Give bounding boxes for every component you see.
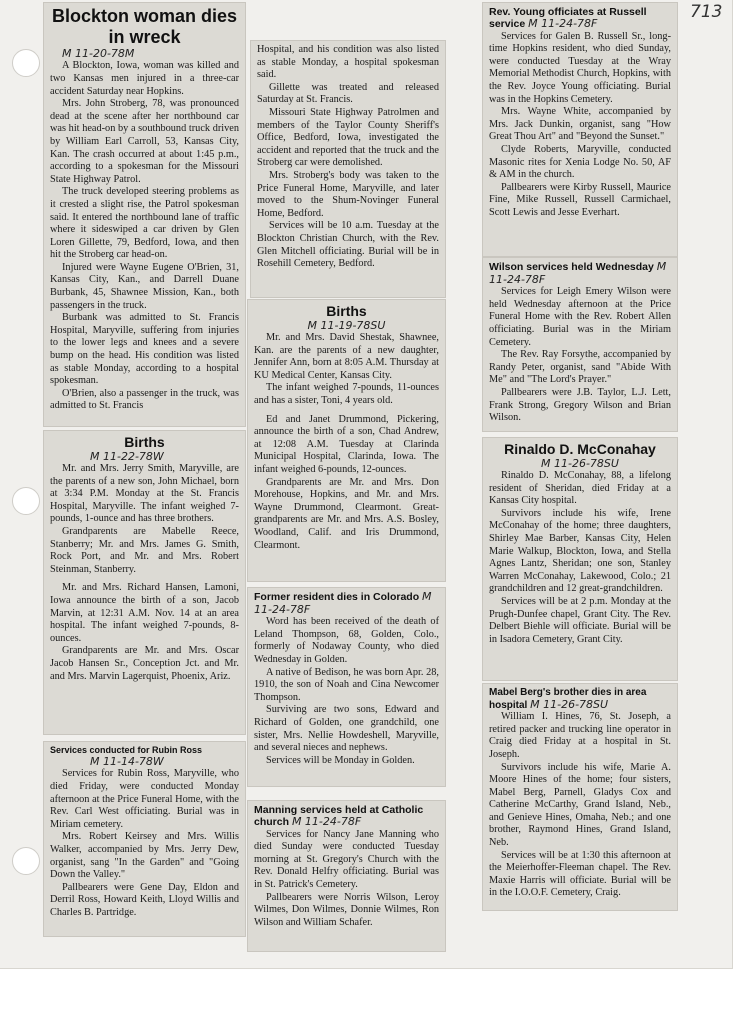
headline: Mabel Berg's brother dies in area hospital M 11-26-78SU bbox=[489, 687, 647, 711]
handwritten-date-note: M 11-14-78W bbox=[90, 755, 164, 769]
handwritten-date-note: M 11-26-78SU bbox=[530, 697, 609, 711]
paragraph: Pallbearers were J.B. Taylor, L.J. Lett, Frank Strong, Gregory Wilson and Brian Wilson. bbox=[489, 387, 671, 424]
headline: Manning services held at Catholic church M 11-24-78F bbox=[254, 804, 424, 829]
handwritten-date-note: M 11-24-78F bbox=[254, 590, 432, 616]
handwritten-date-note: M 11-24-78F bbox=[489, 260, 667, 286]
paragraph: Services will be 10 a.m. Tuesday at the Blockton Christian Church, with the Rev. Glen Mitchell officiating. Burial will be in Rosehill Cemetery, Bedford. bbox=[257, 220, 439, 270]
punch-hole bbox=[12, 847, 40, 875]
paragraph: Surviving are two sons, Edward and Richard of Golden, one grandchild, one sister, Mrs. Nellie Howdeshell, Maryville, and several nieces and nephews. bbox=[254, 704, 439, 754]
paragraph: A Blockton, Iowa, woman was killed and two Kansas men injured in a three-car accident Saturday near Hopkins. bbox=[50, 60, 239, 97]
clipping-russell-service bbox=[482, 2, 678, 257]
paragraph: Services for Rubin Ross, Maryville, who died Friday, were conducted Monday afternoon at the Price Funeral Home, with the Rev. Carl West officiating. Burial was in Miriam cemetery. bbox=[50, 768, 239, 830]
paragraph: Clyde Roberts, Maryville, conducted Masonic rites for Xenia Lodge No. 50, AF & AM in the church. bbox=[489, 144, 671, 181]
paragraph: Services will be at 2 p.m. Monday at the Prugh-Dunfee chapel, Grant City. The Rev. Delbert Biehle will officiate. Burial will be in Isadora Cemetery, Grant City. bbox=[489, 596, 671, 645]
clipping-blockton-continued bbox=[250, 40, 446, 298]
headline: Wilson services held Wednesday M 11-24-78F bbox=[489, 260, 667, 286]
handwritten-date-note: M 11-24-78F bbox=[528, 17, 598, 31]
paragraph: Services will be Monday in Golden. bbox=[266, 754, 415, 766]
clipping-births-shestak-drummond bbox=[247, 299, 446, 582]
handwritten-date-note: M 11-24-78F bbox=[291, 815, 362, 829]
paragraph: Survivors include his wife, Marie A. Moore Hines of the home; four sisters, Mabel Berg, Parnell, Gladys Cox and Catherine McCarthy, Grand Island, Neb., and Genieve Hines, Omaha, Neb.; and one brother, Raymond Hines, Grand Island, Neb. bbox=[489, 761, 671, 849]
paragraph: Mr. and Mrs. Richard Hansen, Lamoni, Iowa announce the birth of a son, Jacob Marvin, at 12:31 A.M. Nov. 14 at an area hospital. The infant weighed 7-pounds, 8-ounces. bbox=[50, 582, 239, 644]
paragraph: Ed and Janet Drummond, Pickering, announce the birth of a son, Chad Andrew, at 12:08 A.M. Tuesday at Clarinda Municipal Hospital, Clarinda, Iowa. The infant weighed 6-pounds, 12-ounces. bbox=[254, 413, 439, 476]
headline: Births bbox=[124, 434, 165, 450]
clipping-rubin-ross bbox=[43, 741, 246, 937]
headline: Rinaldo D. McConahay bbox=[504, 441, 656, 457]
paragraph: Grandparents are Mr. and Mrs. Oscar Jacob Hansen Sr., Conception Jct. and Mr. and Mrs. Marvin Lagerquist, Phoenix, Ariz. bbox=[50, 645, 239, 682]
paragraph: Gillette was treated and released Saturday at St. Francis. bbox=[257, 81, 439, 106]
paragraph: Services will be at 1:30 this afternoon at the Meierhoffer-Fleeman chapel. The Rev. Maxie Harris will officiate. Burial will be in the I.O.O.F. Cemetery, Craig. bbox=[489, 849, 671, 899]
paragraph: Injured were Wayne Eugene O'Brien, 31, Kansas City, Kan., and Darrell Duane Burbank, 45, Shawnee Mission, Kan., both passengers in the truck. bbox=[50, 261, 239, 311]
paragraph: Grandparents are Mabelle Reece, Stanberry; Mr. and Mrs. James G. Smith, Rock Port, and Mr. and Mrs. Robert Steinman, Stanberry. bbox=[50, 526, 239, 575]
clipping-mcconahay bbox=[482, 437, 678, 681]
paragraph: Services for Leigh Emery Wilson were held Wednesday afternoon at the Price Funeral Home with the Rev. Robert Allen officiating. Burial was in the Miriam Cemetery. bbox=[489, 286, 671, 348]
paragraph: Mrs. Wayne White, accompanied by Mrs. Jack Dunkin, organist, sang "How Great Thou Art" and "Beyond the Sunset." bbox=[489, 106, 671, 143]
paragraph: A native of Bedison, he was born Apr. 28, 1910, the son of Noah and Cina Newcomer Thompson. bbox=[254, 666, 439, 703]
paragraph: Survivors include his wife, Irene McConahay of the home; three daughters, Shirley Mae Barber, Kansas City, Helen Marie Walkup, Blockton, Iowa, and Stella Agnes Lantz, Sheridan; one son, Stanley Warren McConahay, Lakewood, Colo.; 21 grandchildren and 12 great-grandchildren. bbox=[489, 507, 671, 595]
paragraph: Pallbearers were Norris Wilson, Leroy Wilmes, Don Wilmes, Donnie Wilmes, Ron Wilson and William Schafer. bbox=[254, 891, 439, 928]
headline: Births bbox=[326, 303, 367, 319]
paragraph: Mr. and Mrs. David Shestak, Shawnee, Kan. are the parents of a new daughter, Jennifer Ann, born at 8:05 A.M. Thursday at KU Medical Center, Kansas City. bbox=[254, 332, 439, 381]
paragraph: Mrs. Robert Keirsey and Mrs. Willis Walker, accompanied by Mrs. Jerry Dew, organist, sang "In the Garden" and "Going Down the Valley." bbox=[50, 831, 239, 881]
handwritten-date-note: M 11-26-78SU bbox=[541, 457, 619, 471]
clipping-hines-obituary bbox=[482, 683, 678, 911]
clipping-blockton-wreck bbox=[43, 2, 246, 427]
paragraph: Pallbearers were Gene Day, Eldon and Derril Ross, Howard Keith, Lloyd Willis and Charles B. Partridge. bbox=[50, 881, 239, 918]
headline: Services conducted for Rubin Ross bbox=[50, 745, 203, 755]
paragraph: Hospital, and his condition was also listed as stable Monday, a hospital spokesman said. bbox=[257, 44, 439, 81]
paragraph: The truck developed steering problems as it crested a slight rise, the Patrol spokesman said. It entered the northbound lane of traffic where it sideswiped a car driven by Glen Loren Gillette, 79, Bedford, Iowa, and then hit the Stroberg car head-on. bbox=[50, 186, 239, 261]
clipping-births-smith-hansen bbox=[43, 430, 246, 735]
headline: Blockton woman dies in wreck bbox=[51, 6, 238, 47]
clipping-wilson-services bbox=[482, 257, 678, 432]
paragraph: William I. Hines, 76, St. Joseph, a retired packer and trucking line operator in Craig died Friday at a hospital in St. Joseph. bbox=[489, 711, 671, 760]
headline: Rev. Young officiates at Russell service M 11-24-78F bbox=[489, 6, 647, 31]
clipping-manning-services bbox=[247, 800, 446, 952]
paragraph: Pallbearers were Kirby Russell, Maurice Fine, Mike Russell, Russell Carmichael, Scott Lewis and Jesse Everhart. bbox=[489, 181, 671, 219]
page-number: 713 bbox=[690, 2, 723, 22]
paragraph: Missouri State Highway Patrolmen and members of the Taylor County Sheriff's Office, Bedford, Iowa, investigated the accident and reported that the truck and the Stroberg car were demolished. bbox=[257, 106, 439, 169]
paragraph: The Rev. Ray Forsythe, accompanied by Randy Peter, organist, sand "Abide With Me" and "The Lord's Prayer." bbox=[489, 349, 671, 386]
paragraph: Mrs. John Stroberg, 78, was pronounced dead at the scene after her northbound car was hit head-on by a southbound truck driven by William Earl Carroll, 53, Kansas City, Kan. The crash occurred at about 1:45 p.m., according to a spokesman for the Missouri State Highway Patrol. bbox=[50, 98, 239, 185]
punch-hole bbox=[12, 49, 40, 77]
paragraph: Grandparents are Mr. and Mrs. Don Morehouse, Hopkins, and Mr. and Mrs. Wayne Drummond, Clearmont. Great-grandparents are Mr. and Mrs. A.S. Bosley, Woodland, Calif. and Iris Drummond, Clearmont. bbox=[254, 476, 439, 551]
paragraph: Rinaldo D. McConahay, 88, a lifelong resident of Sheridan, died Friday at a Kansas City hospital. bbox=[489, 470, 671, 507]
headline: Former resident dies in Colorado M 11-24-78F bbox=[254, 590, 432, 616]
paragraph: Services for Galen B. Russell Sr., long-time Hopkins resident, who died Sunday, were conducted Tuesday at the Wray Memorial Methodist Church, Hopkins, with the Rev. Joyce Young officiating. Burial was in the Hopkins Cemetery. bbox=[489, 30, 671, 105]
punch-hole bbox=[12, 487, 40, 515]
clipping-thompson-colorado bbox=[247, 587, 446, 787]
handwritten-date-note: M 11-19-78SU bbox=[307, 319, 386, 333]
paragraph: Burbank was admitted to St. Francis Hospital, Maryville, suffering from injuries to the lower legs and knees and a severe bump on the head. His condition was listed as stable Monday, according to a hospital spokesman. bbox=[50, 312, 239, 387]
paragraph: The infant weighed 7-pounds, 11-ounces and has a sister, Toni, 4 years old. bbox=[254, 382, 439, 407]
handwritten-date-note: M 11-22-78W bbox=[90, 450, 164, 464]
handwritten-date-note: M 11-20-78M bbox=[62, 47, 135, 61]
paragraph: Mr. and Mrs. Jerry Smith, Maryville, are the parents of a new son, John Michael, born at 3:34 P.M. Monday at the St. Francis Hospital, Maryville. The infant weighed 7-pounds, 1-ounce and has three brothers. bbox=[50, 463, 239, 525]
paragraph: Word has been received of the death of Leland Thompson, 68, Golden, Colo., formerly of Nodaway County, who died Wednesday in Golden. bbox=[254, 616, 439, 666]
paragraph: O'Brien, also a passenger in the truck, was admitted to St. Francis bbox=[50, 387, 239, 412]
paragraph: Mrs. Stroberg's body was taken to the Price Funeral Home, Maryville, and later moved to the Shum-Novinger Funeral Home, Bedford. bbox=[257, 169, 439, 219]
paragraph: Services for Nancy Jane Manning who died Sunday were conducted Tuesday morning at St. Gregory's Church with the Rev. Donald Helfry officiating. Burial was in St. Patrick's Cemetery. bbox=[254, 828, 439, 891]
